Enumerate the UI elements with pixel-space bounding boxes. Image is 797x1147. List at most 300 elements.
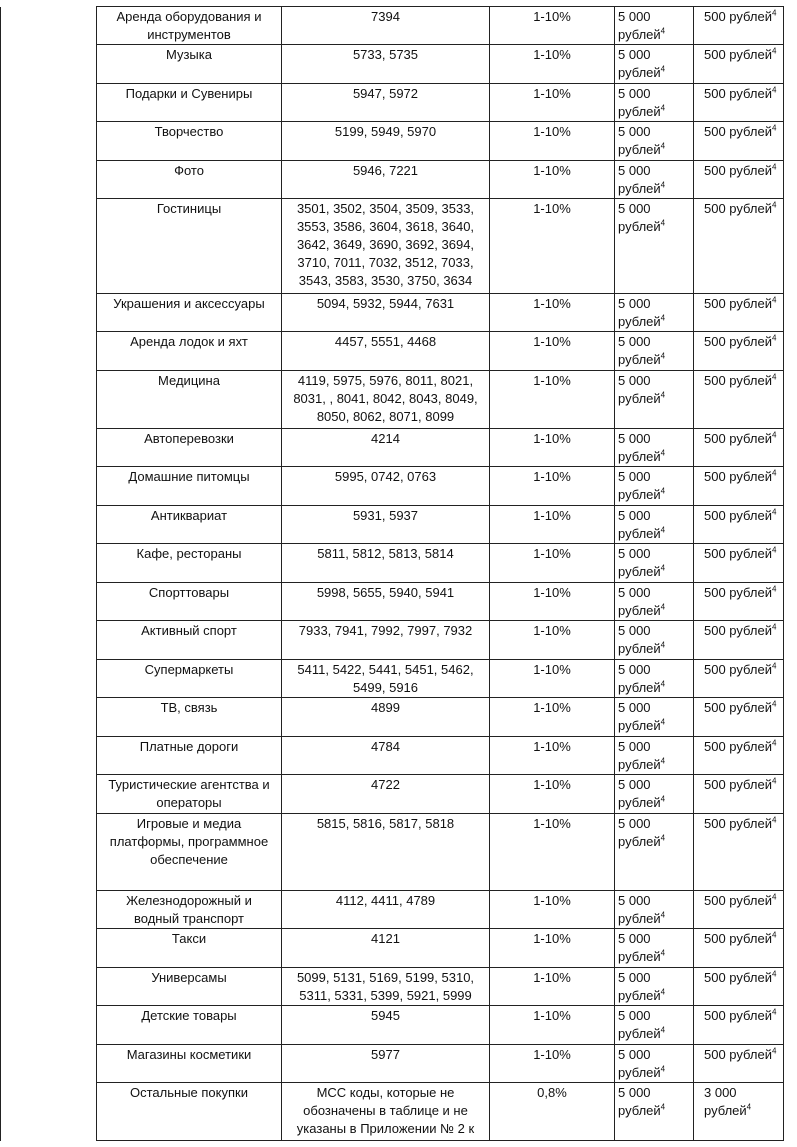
footnote-marker: 4 [771, 584, 777, 594]
cashback-rate-cell-text: 1-10% [533, 893, 571, 908]
left-margin-cell [1, 775, 97, 814]
transaction-limit-cell-text: 500 рублей [704, 163, 772, 178]
left-margin-cell [1, 199, 97, 294]
monthly-limit-cell [615, 737, 694, 775]
mcc-codes-cell [282, 814, 490, 891]
monthly-limit-cell [615, 968, 694, 1006]
cashback-rate-cell [490, 294, 615, 332]
footnote-marker: 4 [660, 794, 666, 804]
left-margin-cell [1, 467, 97, 506]
mcc-codes-cell [282, 332, 490, 371]
category-cell-text: ТВ, связь [160, 700, 218, 715]
cashback-rate-cell [490, 199, 615, 294]
cashback-rate-cell-text: 1-10% [533, 970, 571, 985]
mcc-codes-cell [282, 929, 490, 968]
category-cell-text: Украшения и аксессуары [113, 296, 265, 311]
footnote-marker: 4 [660, 987, 666, 997]
mcc-codes-cell-text: 4899 [371, 700, 400, 715]
cashback-rate-cell-text: 1-10% [533, 1047, 571, 1062]
monthly-limit-cell-text: 5 000 рублей [618, 201, 661, 234]
category-cell [97, 506, 282, 544]
category-cell-text: Остальные покупки [130, 1085, 248, 1100]
transaction-limit-cell [694, 1045, 784, 1083]
mcc-codes-cell-text: 4214 [371, 431, 400, 446]
table-row [1, 1045, 784, 1083]
mcc-codes-cell-text: 4121 [371, 931, 400, 946]
category-cell-text: Аренда лодок и яхт [130, 334, 248, 349]
mcc-codes-cell-text: 4457, 5551, 4468 [334, 334, 437, 349]
mcc-codes-cell-text: 5995, 0742, 0763 [334, 469, 437, 484]
cashback-rate-cell-text: 0,8% [537, 1085, 567, 1100]
cashback-rate-cell-text: 1-10% [533, 86, 571, 101]
table-row [1, 7, 784, 45]
mcc-codes-cell-text: 4112, 4411, 4789 [335, 893, 436, 908]
category-cell [97, 929, 282, 968]
transaction-limit-cell-text: 500 рублей [704, 47, 772, 62]
left-margin-cell [1, 737, 97, 775]
category-cell-text: Домашние питомцы [128, 469, 250, 484]
mcc-codes-cell [282, 621, 490, 660]
cashback-rate-cell [490, 737, 615, 775]
monthly-limit-cell [615, 544, 694, 583]
monthly-limit-cell-text: 5 000 рублей [618, 739, 661, 772]
mcc-codes-cell [282, 371, 490, 429]
table-row [1, 199, 784, 294]
cashback-rate-cell [490, 332, 615, 371]
cashback-rate-cell [490, 467, 615, 506]
mcc-codes-cell [282, 698, 490, 737]
monthly-limit-cell-text: 5 000 рублей [618, 816, 661, 849]
table-row [1, 294, 784, 332]
left-margin-cell [1, 583, 97, 621]
category-cell [97, 84, 282, 122]
left-margin-cell [1, 371, 97, 429]
left-margin-cell [1, 1083, 97, 1141]
left-margin-cell [1, 1045, 97, 1083]
footnote-marker: 4 [660, 218, 666, 228]
monthly-limit-cell [615, 660, 694, 698]
footnote-marker: 4 [771, 815, 777, 825]
category-cell-text: Подарки и Сувениры [125, 86, 253, 101]
cashback-rate-cell [490, 621, 615, 660]
cashback-rate-cell [490, 1083, 615, 1141]
monthly-limit-cell [615, 775, 694, 814]
transaction-limit-cell-text: 500 рублей [704, 700, 772, 715]
table-row [1, 332, 784, 371]
category-cell [97, 467, 282, 506]
left-margin-cell [1, 45, 97, 84]
table-row [1, 122, 784, 161]
cashback-rate-cell [490, 583, 615, 621]
left-margin-cell [1, 698, 97, 737]
mcc-codes-cell-text: 5733, 5735 [352, 47, 419, 62]
mcc-codes-cell-text: 5947, 5972 [352, 86, 419, 101]
transaction-limit-cell [694, 583, 784, 621]
table-row [1, 161, 784, 199]
mcc-codes-cell [282, 1083, 490, 1141]
monthly-limit-cell [615, 1083, 694, 1141]
footnote-marker: 4 [660, 103, 666, 113]
cashback-rate-cell [490, 1045, 615, 1083]
table-row [1, 371, 784, 429]
footnote-marker: 4 [746, 1102, 752, 1112]
mcc-codes-cell [282, 199, 490, 294]
transaction-limit-cell-text: 500 рублей [704, 334, 772, 349]
category-cell-text: Спорттовары [148, 585, 230, 600]
category-cell [97, 294, 282, 332]
left-margin-cell [1, 968, 97, 1006]
mcc-codes-cell-text: 4722 [371, 777, 400, 792]
table-row [1, 698, 784, 737]
category-cell-text: Аренда оборудования и инструментов [116, 9, 262, 42]
transaction-limit-cell-text: 500 рублей [704, 739, 772, 754]
footnote-marker: 4 [660, 64, 666, 74]
transaction-limit-cell [694, 371, 784, 429]
monthly-limit-cell [615, 84, 694, 122]
category-cell [97, 122, 282, 161]
left-margin-cell [1, 294, 97, 332]
cashback-rate-cell [490, 45, 615, 84]
mcc-codes-cell [282, 84, 490, 122]
transaction-limit-cell [694, 506, 784, 544]
mcc-codes-cell [282, 429, 490, 467]
category-cell-text: Медицина [158, 373, 220, 388]
cashback-rate-cell [490, 7, 615, 45]
footnote-marker: 4 [660, 563, 666, 573]
monthly-limit-cell [615, 467, 694, 506]
category-cell [97, 814, 282, 891]
monthly-limit-cell [615, 161, 694, 199]
monthly-limit-cell [615, 294, 694, 332]
transaction-limit-cell-text: 500 рублей [704, 431, 772, 446]
cashback-rate-cell [490, 968, 615, 1006]
category-cell-text: Творчество [154, 124, 224, 139]
footnote-marker: 4 [771, 738, 777, 748]
transaction-limit-cell [694, 737, 784, 775]
monthly-limit-cell [615, 7, 694, 45]
monthly-limit-cell-text: 5 000 рублей [618, 893, 661, 926]
footnote-marker: 4 [660, 26, 666, 36]
category-cell-text: Железнодорожный и водный транспорт [126, 893, 252, 926]
mcc-codes-cell-text: 7394 [371, 9, 400, 24]
mcc-codes-cell [282, 544, 490, 583]
footnote-marker: 4 [660, 486, 666, 496]
left-margin-cell [1, 891, 97, 929]
category-cell [97, 544, 282, 583]
transaction-limit-cell [694, 775, 784, 814]
left-margin-cell [1, 544, 97, 583]
cashback-rate-cell [490, 122, 615, 161]
transaction-limit-cell-text: 500 рублей [704, 546, 772, 561]
mcc-codes-cell-text: 4784 [371, 739, 400, 754]
footnote-marker: 4 [771, 969, 777, 979]
monthly-limit-cell-text: 5 000 рублей [618, 585, 661, 618]
mcc-codes-cell [282, 1045, 490, 1083]
mcc-codes-cell-text: 3501, 3502, 3504, 3509, 3533, 3553, 3586, 3604, 3618, 3640, 3642, 3649, 3690, 3692, 3694, 3710, 7011, 7032, 3512, 7033, 3543, 3583, 3530, 3750, 3634 [296, 201, 475, 288]
cashback-rate-cell-text: 1-10% [533, 816, 571, 831]
mcc-codes-cell [282, 122, 490, 161]
footnote-marker: 4 [660, 756, 666, 766]
mcc-codes-cell [282, 294, 490, 332]
left-margin-cell [1, 332, 97, 371]
mcc-codes-cell-text: 5099, 5131, 5169, 5199, 5310, 5311, 5331, 5399, 5921, 5999 [296, 970, 475, 1003]
monthly-limit-cell-text: 5 000 рублей [618, 296, 661, 329]
transaction-limit-cell-text: 500 рублей [704, 970, 772, 985]
monthly-limit-cell [615, 506, 694, 544]
cashback-rate-cell-text: 1-10% [533, 47, 571, 62]
monthly-limit-cell-text: 5 000 рублей [618, 86, 661, 119]
monthly-limit-cell-text: 5 000 рублей [618, 163, 661, 196]
footnote-marker: 4 [771, 699, 777, 709]
monthly-limit-cell [615, 698, 694, 737]
table-row [1, 968, 784, 1006]
table-body [1, 7, 784, 1141]
left-margin-cell [1, 7, 97, 45]
table-row [1, 467, 784, 506]
monthly-limit-cell-text: 5 000 рублей [618, 1008, 661, 1041]
mcc-codes-cell-text: 5946, 7221 [352, 163, 419, 178]
mcc-codes-cell-text: 5977 [371, 1047, 400, 1062]
transaction-limit-cell [694, 294, 784, 332]
table-row [1, 583, 784, 621]
footnote-marker: 4 [660, 640, 666, 650]
transaction-limit-cell-text: 500 рублей [704, 931, 772, 946]
transaction-limit-cell [694, 621, 784, 660]
transaction-limit-cell-text: 500 рублей [704, 893, 772, 908]
category-cell [97, 429, 282, 467]
mcc-codes-cell [282, 968, 490, 1006]
monthly-limit-cell [615, 891, 694, 929]
table-row [1, 814, 784, 891]
monthly-limit-cell-text: 5 000 рублей [618, 1085, 661, 1118]
monthly-limit-cell [615, 45, 694, 84]
footnote-marker: 4 [771, 776, 777, 786]
monthly-limit-cell-text: 5 000 рублей [618, 777, 661, 810]
transaction-limit-cell-text: 500 рублей [704, 585, 772, 600]
category-cell [97, 7, 282, 45]
monthly-limit-cell-text: 5 000 рублей [618, 124, 661, 157]
monthly-limit-cell-text: 5 000 рублей [618, 662, 661, 695]
mcc-codes-cell-text: 5931, 5937 [352, 508, 419, 523]
transaction-limit-cell-text: 500 рублей [704, 508, 772, 523]
cashback-rate-cell [490, 814, 615, 891]
category-cell-text: Антиквариат [150, 508, 228, 523]
left-margin-cell [1, 429, 97, 467]
footnote-marker: 4 [771, 622, 777, 632]
category-cell [97, 891, 282, 929]
monthly-limit-cell [615, 929, 694, 968]
transaction-limit-cell [694, 467, 784, 506]
cashback-rate-cell-text: 1-10% [533, 700, 571, 715]
transaction-limit-cell-text: 500 рублей [704, 9, 772, 24]
transaction-limit-cell [694, 7, 784, 45]
transaction-limit-cell-text: 500 рублей [704, 201, 772, 216]
mcc-codes-cell [282, 506, 490, 544]
footnote-marker: 4 [771, 1046, 777, 1056]
table-row [1, 1006, 784, 1045]
table-row [1, 660, 784, 698]
left-margin-cell [1, 506, 97, 544]
footnote-marker: 4 [660, 948, 666, 958]
transaction-limit-cell [694, 161, 784, 199]
footnote-marker: 4 [660, 833, 666, 843]
transaction-limit-cell [694, 332, 784, 371]
transaction-limit-cell-text: 500 рублей [704, 816, 772, 831]
mcc-codes-cell-text: 7933, 7941, 7992, 7997, 7932 [298, 623, 473, 638]
mcc-codes-cell [282, 660, 490, 698]
footnote-marker: 4 [771, 661, 777, 671]
monthly-limit-cell-text: 5 000 рублей [618, 700, 661, 733]
footnote-marker: 4 [771, 430, 777, 440]
cashback-rate-cell-text: 1-10% [533, 585, 571, 600]
category-cell-text: Гостиницы [156, 201, 222, 216]
category-cell [97, 660, 282, 698]
left-margin-cell [1, 122, 97, 161]
footnote-marker: 4 [660, 602, 666, 612]
category-cell-text: Универсамы [151, 970, 227, 985]
table-row [1, 621, 784, 660]
footnote-marker: 4 [660, 351, 666, 361]
footnote-marker: 4 [771, 200, 777, 210]
mcc-codes-cell-text: 5811, 5812, 5813, 5814 [317, 546, 454, 561]
cashback-rate-cell [490, 698, 615, 737]
transaction-limit-cell [694, 84, 784, 122]
transaction-limit-cell-text: 500 рублей [704, 373, 772, 388]
footnote-marker: 4 [771, 372, 777, 382]
cashback-rate-cell-text: 1-10% [533, 373, 571, 388]
mcc-codes-cell-text: 5199, 5949, 5970 [334, 124, 437, 139]
mcc-codes-cell [282, 775, 490, 814]
cashback-rate-cell-text: 1-10% [533, 334, 571, 349]
mcc-codes-cell-text: 5094, 5932, 5944, 7631 [316, 296, 455, 311]
mcc-codes-cell [282, 7, 490, 45]
monthly-limit-cell [615, 621, 694, 660]
table-row [1, 737, 784, 775]
cashback-rate-cell [490, 161, 615, 199]
cashback-rate-cell [490, 660, 615, 698]
left-margin-cell [1, 84, 97, 122]
monthly-limit-cell-text: 5 000 рублей [618, 373, 661, 406]
mcc-codes-cell [282, 467, 490, 506]
transaction-limit-cell [694, 929, 784, 968]
category-cell-text: Кафе, рестораны [136, 546, 242, 561]
monthly-limit-cell-text: 5 000 рублей [618, 1047, 661, 1080]
cashback-rate-cell-text: 1-10% [533, 201, 571, 216]
monthly-limit-cell [615, 583, 694, 621]
category-cell [97, 737, 282, 775]
monthly-limit-cell-text: 5 000 рублей [618, 431, 661, 464]
cashback-rate-cell-text: 1-10% [533, 623, 571, 638]
cashback-rate-cell-text: 1-10% [533, 163, 571, 178]
monthly-limit-cell-text: 5 000 рублей [618, 9, 661, 42]
monthly-limit-cell [615, 1045, 694, 1083]
footnote-marker: 4 [660, 180, 666, 190]
monthly-limit-cell [615, 814, 694, 891]
mcc-codes-cell [282, 45, 490, 84]
transaction-limit-cell [694, 891, 784, 929]
category-cell [97, 1083, 282, 1141]
monthly-limit-cell-text: 5 000 рублей [618, 623, 661, 656]
footnote-marker: 4 [660, 525, 666, 535]
footnote-marker: 4 [771, 468, 777, 478]
monthly-limit-cell [615, 122, 694, 161]
transaction-limit-cell-text: 3 000 рублей [704, 1085, 747, 1118]
category-cell-text: Активный спорт [141, 623, 237, 638]
category-cell [97, 371, 282, 429]
footnote-marker: 4 [660, 313, 666, 323]
transaction-limit-cell-text: 500 рублей [704, 1008, 772, 1023]
table-row [1, 891, 784, 929]
monthly-limit-cell [615, 429, 694, 467]
cashback-rate-cell [490, 371, 615, 429]
category-cell [97, 968, 282, 1006]
footnote-marker: 4 [660, 390, 666, 400]
cashback-rate-cell-text: 1-10% [533, 431, 571, 446]
mcc-codes-cell [282, 891, 490, 929]
cashback-rate-cell [490, 544, 615, 583]
transaction-limit-cell [694, 660, 784, 698]
cashback-rate-cell-text: 1-10% [533, 739, 571, 754]
footnote-marker: 4 [660, 717, 666, 727]
footnote-marker: 4 [660, 910, 666, 920]
footnote-marker: 4 [771, 1007, 777, 1017]
mcc-codes-cell [282, 583, 490, 621]
mcc-codes-cell-text: 5815, 5816, 5817, 5818 [316, 816, 455, 831]
transaction-limit-cell [694, 45, 784, 84]
category-cell [97, 583, 282, 621]
mcc-codes-cell-text: 5998, 5655, 5940, 5941 [316, 585, 455, 600]
monthly-limit-cell-text: 5 000 рублей [618, 469, 661, 502]
transaction-limit-cell-text: 500 рублей [704, 1047, 772, 1062]
table-row [1, 45, 784, 84]
mcc-codes-cell-text: МСС коды, которые не обозначены в таблице и не указаны в Приложении № 2 к [296, 1085, 475, 1136]
cashback-rate-cell [490, 429, 615, 467]
table-row [1, 429, 784, 467]
category-cell [97, 775, 282, 814]
category-cell [97, 199, 282, 294]
footnote-marker: 4 [771, 162, 777, 172]
footnote-marker: 4 [771, 545, 777, 555]
transaction-limit-cell [694, 1006, 784, 1045]
footnote-marker: 4 [771, 46, 777, 56]
category-cell [97, 1006, 282, 1045]
transaction-limit-cell [694, 122, 784, 161]
mcc-codes-cell-text: 5411, 5422, 5441, 5451, 5462, 5499, 5916 [297, 662, 474, 695]
category-cell-text: Игровые и медиа платформы, программное обеспечение [109, 816, 269, 867]
table-row [1, 84, 784, 122]
footnote-marker: 4 [660, 141, 666, 151]
mcc-codes-cell [282, 737, 490, 775]
mcc-codes-cell [282, 1006, 490, 1045]
monthly-limit-cell [615, 199, 694, 294]
cashback-rate-cell-text: 1-10% [533, 124, 571, 139]
cashback-rate-cell [490, 1006, 615, 1045]
left-margin-cell [1, 621, 97, 660]
category-cell [97, 45, 282, 84]
transaction-limit-cell [694, 429, 784, 467]
transaction-limit-cell [694, 544, 784, 583]
category-cell-text: Магазины косметики [126, 1047, 252, 1062]
transaction-limit-cell [694, 199, 784, 294]
footnote-marker: 4 [660, 1102, 666, 1112]
table-row [1, 929, 784, 968]
transaction-limit-cell-text: 500 рублей [704, 662, 772, 677]
category-cell [97, 1045, 282, 1083]
transaction-limit-cell-text: 500 рублей [704, 124, 772, 139]
footnote-marker: 4 [660, 1064, 666, 1074]
cashback-rate-cell [490, 891, 615, 929]
category-cell-text: Туристические агентства и операторы [108, 777, 270, 810]
